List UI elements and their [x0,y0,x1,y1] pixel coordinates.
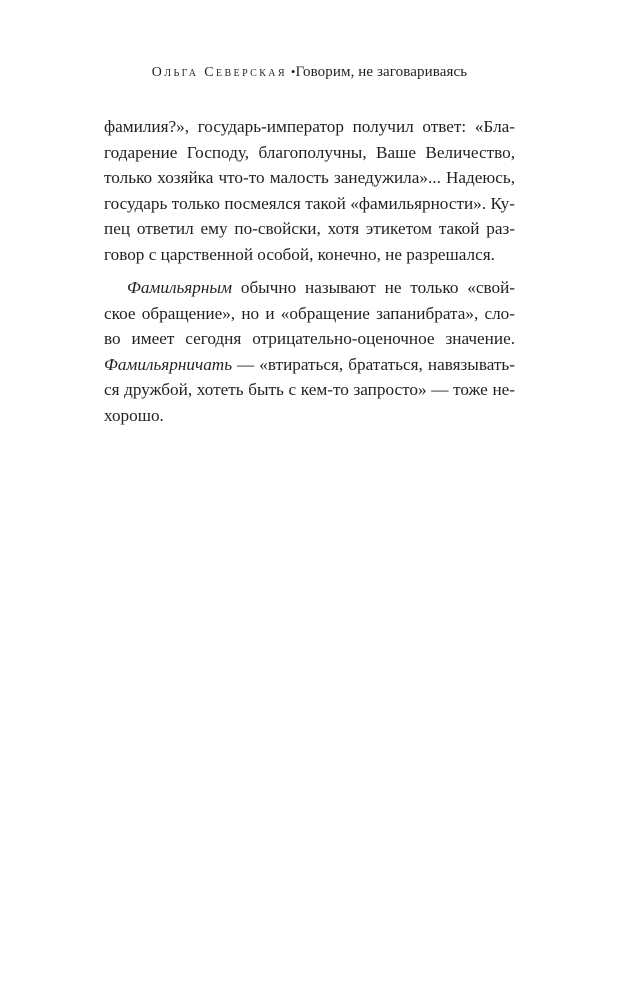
italic-term: Фамильярным [127,278,233,297]
text-line: во имеет сегодня отрицательно-оценочное значение. [104,329,515,348]
text-line: ское обращение», но и «обращение запанибрата», сло- [104,303,515,323]
italic-term: Фамильярничать [104,354,233,374]
running-head-author: Ольга Северская [151,65,287,80]
text-line: ся дружбой, хотеть быть с кем-то запросто» — тоже не- [104,380,515,399]
text-line: пец ответил ему по-свойски, хотя этикетом такой раз- [104,219,515,238]
body-text [104,114,515,428]
text-line: хорошо. [104,405,164,425]
running-head [104,64,515,81]
text-line: только хозяйка что-то малость занедужила»... Надеюсь, [104,168,515,187]
text-line: фамилия?», государь-император получил ответ: «Бла- [104,117,515,136]
text-span: — «втираться, брататься, навязывать- [232,354,515,374]
paragraph-2 [104,275,515,428]
text-line: годарение Господу, благополучны, Ваше Величество, [104,142,515,162]
running-head-title: Говорим, не заговариваясь [295,64,468,80]
text-span: обычно называют не только «свой- [232,278,515,297]
text-line [104,275,515,301]
running-head-separator: • [290,64,296,79]
paragraph-gap [104,267,515,275]
text-line: государь только посмеялся такой «фамильярности». Ку- [104,193,515,213]
paragraph-1 [104,114,515,267]
text-line: говор с царственной особой, конечно, не разрешался. [104,244,495,264]
text-line [104,352,515,378]
